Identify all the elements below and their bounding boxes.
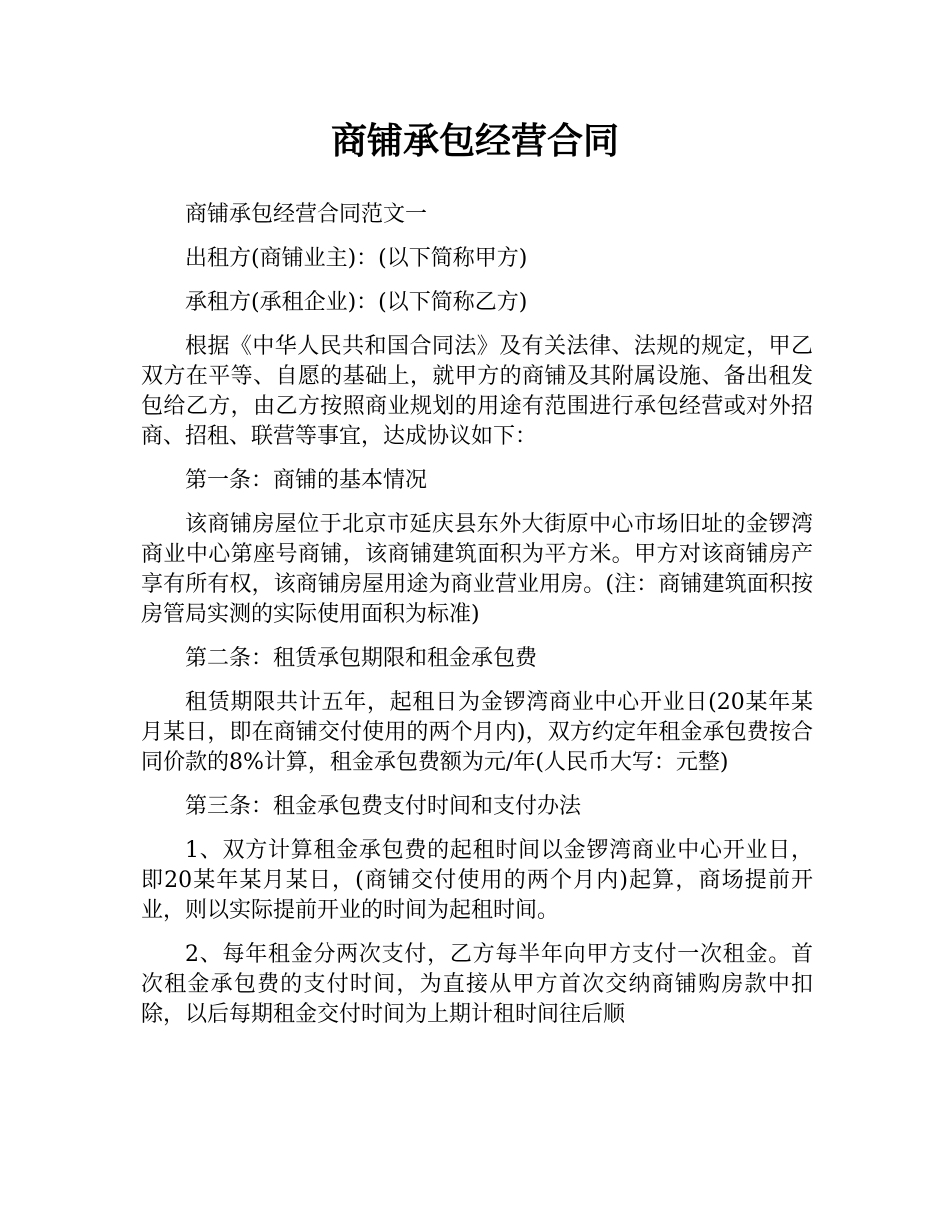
article-3-clause-1: 1、双方计算租金承包费的起租时间以金锣湾商业中心开业日，即20某年某月某日，(商铺交付使用的两个月内)起算，商场提前开业，则以实际提前开业的时间为起租时间。 [141,838,813,923]
document-title: 商铺承包经营合同 [330,121,619,162]
article-2-body: 租赁期限共计五年，起租日为金锣湾商业中心开业日(20某年某月某日，即在商铺交付使用的两个月内)，双方约定年租金承包费按合同价款的8%计算，租金承包费额为元/年(人民币大写：元整) [141,690,813,775]
article-1-body: 该商铺房屋位于北京市延庆县东外大街原中心市场旧址的金锣湾商业中心第座号商铺，该商铺建筑面积为平方米。甲方对该商铺房产享有所有权，该商铺房屋用途为商业营业用房。(注：商铺建筑面积按房管局实测的实际使用面积为标准) [141,512,813,627]
paragraph-lessee: 承租方(承租企业)：(以下简称乙方) [185,290,528,315]
article-3-clause-2: 2、每年租金分两次支付，乙方每半年向甲方支付一次租金。首次租金承包费的支付时间，为直接从甲方首次交纳商铺购房款中扣除，以后每期租金交付时间为上期计租时间往后顺 [141,942,813,1027]
paragraph-sample-heading: 商铺承包经营合同范文一 [185,202,428,227]
paragraph-lessor: 出租方(商铺业主)：(以下简称甲方) [185,246,528,271]
article-3-heading: 第三条：租金承包费支付时间和支付办法 [185,794,582,819]
paragraph-preamble: 根据《中华人民共和国合同法》及有关法律、法规的规定，甲乙双方在平等、自愿的基础上，就甲方的商铺及其附属设施、备出租发包给乙方，由乙方按照商业规划的用途有范围进行承包经营或对外招商、招租、联营等事宜，达成协议如下： [141,334,813,449]
document-body [141,200,813,1044]
article-2-heading: 第二条：租赁承包期限和租金承包费 [185,646,538,671]
article-1-heading: 第一条：商铺的基本情况 [185,468,428,493]
